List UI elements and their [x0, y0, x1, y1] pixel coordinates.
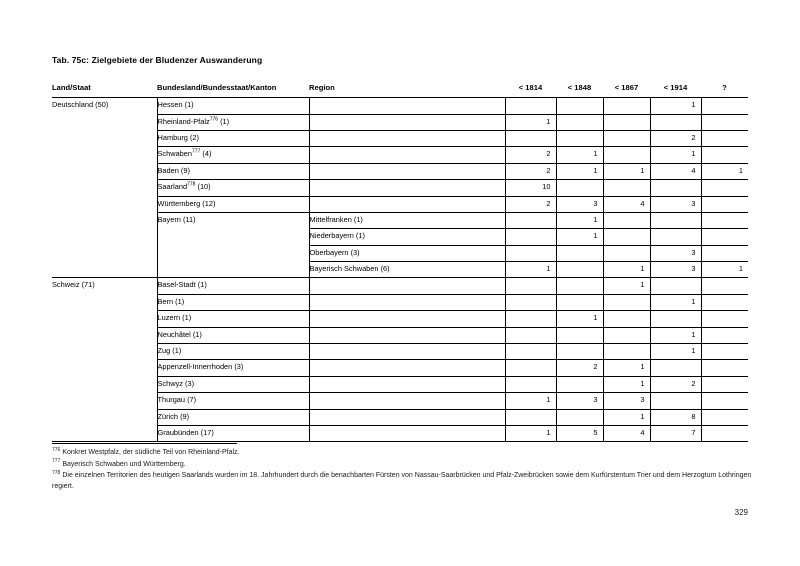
column-header-region: Region	[309, 83, 505, 98]
cell-before-1867	[603, 114, 650, 130]
column-header-before-1914: < 1914	[650, 83, 701, 98]
table-row	[52, 212, 748, 228]
table-row	[52, 294, 748, 310]
cell-before-1814	[505, 98, 556, 114]
cell-state: Bern (1)	[157, 294, 309, 310]
cell-region: Oberbayern (3)	[309, 245, 505, 261]
cell-before-1867: 1	[603, 163, 650, 179]
cell-unknown	[701, 98, 748, 114]
cell-unknown	[701, 229, 748, 245]
cell-before-1848	[556, 114, 603, 130]
cell-before-1914: 3	[650, 196, 701, 212]
cell-before-1914: 7	[650, 426, 701, 442]
cell-unknown	[701, 114, 748, 130]
cell-region	[309, 180, 505, 196]
cell-before-1848	[556, 327, 603, 343]
cell-state: Thurgau (7)	[157, 393, 309, 409]
cell-before-1814: 2	[505, 196, 556, 212]
cell-unknown	[701, 376, 748, 392]
cell-before-1914: 1	[650, 147, 701, 163]
cell-before-1914	[650, 229, 701, 245]
footnote-list	[52, 448, 752, 492]
cell-before-1914	[650, 360, 701, 376]
cell-before-1814: 2	[505, 163, 556, 179]
column-header-before-1848: < 1848	[556, 83, 603, 98]
cell-before-1867	[603, 130, 650, 146]
cell-unknown: 1	[701, 262, 748, 278]
cell-before-1867: 1	[603, 376, 650, 392]
cell-state: Baden (9)	[157, 163, 309, 179]
cell-state: Rheinland-Pfalz$^{776}$ (1)	[157, 114, 309, 130]
cell-before-1848	[556, 409, 603, 425]
cell-unknown	[701, 180, 748, 196]
cell-before-1848: 5	[556, 426, 603, 442]
cell-state: Württemberg (12)	[157, 196, 309, 212]
cell-before-1867: 1	[603, 360, 650, 376]
cell-unknown	[701, 393, 748, 409]
cell-before-1848: 1	[556, 163, 603, 179]
cell-before-1814	[505, 360, 556, 376]
cell-before-1867	[603, 98, 650, 114]
cell-before-1848: 1	[556, 311, 603, 327]
table-row	[52, 311, 748, 327]
cell-state: Bayern (11)	[157, 212, 309, 278]
table-row	[52, 147, 748, 163]
cell-region	[309, 147, 505, 163]
cell-before-1848	[556, 262, 603, 278]
cell-before-1814	[505, 409, 556, 425]
footnote-marker: 776	[209, 116, 219, 123]
cell-region	[309, 327, 505, 343]
cell-state: Basel-Stadt (1)	[157, 278, 309, 294]
cell-region	[309, 360, 505, 376]
cell-region	[309, 311, 505, 327]
cell-unknown	[701, 278, 748, 294]
column-header-country: Land/Staat	[52, 83, 157, 98]
cell-unknown	[701, 212, 748, 228]
cell-before-1814	[505, 245, 556, 261]
table-row	[52, 393, 748, 409]
cell-region	[309, 114, 505, 130]
cell-before-1814	[505, 229, 556, 245]
cell-region	[309, 409, 505, 425]
cell-region	[309, 376, 505, 392]
cell-state: Zug (1)	[157, 344, 309, 360]
cell-before-1914: 2	[650, 376, 701, 392]
cell-before-1867	[603, 311, 650, 327]
cell-before-1848	[556, 278, 603, 294]
cell-before-1848	[556, 344, 603, 360]
cell-before-1848: 1	[556, 147, 603, 163]
cell-before-1814: 1	[505, 114, 556, 130]
cell-before-1814: 10	[505, 180, 556, 196]
cell-before-1814	[505, 278, 556, 294]
cell-before-1914: 3	[650, 245, 701, 261]
cell-before-1848	[556, 245, 603, 261]
cell-before-1914: 1	[650, 327, 701, 343]
cell-before-1814	[505, 327, 556, 343]
cell-region: Mittelfranken (1)	[309, 212, 505, 228]
cell-state: Graubünden (17)	[157, 426, 309, 442]
cell-before-1814: 2	[505, 147, 556, 163]
cell-unknown	[701, 147, 748, 163]
cell-before-1848: 1	[556, 212, 603, 228]
page-title: Tab. 75c: Zielgebiete der Bludenzer Auswanderung	[52, 55, 263, 65]
cell-before-1914	[650, 393, 701, 409]
cell-unknown	[701, 294, 748, 310]
cell-region	[309, 393, 505, 409]
cell-before-1867	[603, 245, 650, 261]
cell-unknown	[701, 327, 748, 343]
footnote-marker: 777	[192, 148, 201, 155]
cell-before-1814: 1	[505, 393, 556, 409]
cell-state: Hamburg (2)	[157, 130, 309, 146]
cell-before-1914: 2	[650, 130, 701, 146]
cell-country: Deutschland (50)	[52, 98, 157, 278]
cell-before-1867: 1	[603, 262, 650, 278]
cell-before-1814	[505, 212, 556, 228]
cell-state: Saarland$^{778}$ (10)	[157, 180, 309, 196]
cell-state: Zürich (9)	[157, 409, 309, 425]
cell-before-1867: 1	[603, 278, 650, 294]
footnote-number: 778	[52, 469, 61, 476]
cell-before-1867	[603, 229, 650, 245]
cell-before-1848	[556, 376, 603, 392]
cell-state: Schwyz (3)	[157, 376, 309, 392]
cell-unknown	[701, 344, 748, 360]
footnote-item: $^{777}$ Bayerisch Schwaben und Württemberg.	[52, 458, 186, 468]
cell-before-1814	[505, 344, 556, 360]
cell-region	[309, 344, 505, 360]
cell-unknown	[701, 311, 748, 327]
cell-before-1814	[505, 294, 556, 310]
cell-region	[309, 98, 505, 114]
cell-before-1867	[603, 344, 650, 360]
cell-region: Bayerisch Schwaben (6)	[309, 262, 505, 278]
cell-before-1867: 3	[603, 393, 650, 409]
cell-before-1914: 1	[650, 98, 701, 114]
table-row	[52, 196, 748, 212]
page-number: 329	[734, 508, 748, 517]
cell-unknown: 1	[701, 163, 748, 179]
cell-region	[309, 294, 505, 310]
table-row	[52, 360, 748, 376]
table-row	[52, 114, 748, 130]
footnote-number: 777	[52, 458, 61, 465]
column-header-before-1867: < 1867	[603, 83, 650, 98]
footnotes-block	[52, 443, 752, 493]
footnote-marker: 778	[187, 181, 196, 188]
cell-country: Schweiz (71)	[52, 278, 157, 442]
table-row	[52, 327, 748, 343]
cell-before-1867	[603, 294, 650, 310]
table-row	[52, 278, 748, 294]
table-row	[52, 98, 748, 114]
cell-unknown	[701, 245, 748, 261]
cell-unknown	[701, 426, 748, 442]
cell-before-1867	[603, 327, 650, 343]
cell-before-1814	[505, 130, 556, 146]
cell-before-1914	[650, 311, 701, 327]
cell-before-1914: 8	[650, 409, 701, 425]
cell-before-1914	[650, 180, 701, 196]
cell-region: Niederbayern (1)	[309, 229, 505, 245]
cell-before-1814: 1	[505, 262, 556, 278]
table-row	[52, 426, 748, 442]
cell-region	[309, 278, 505, 294]
table-row	[52, 130, 748, 146]
cell-before-1914	[650, 114, 701, 130]
cell-unknown	[701, 360, 748, 376]
cell-unknown	[701, 196, 748, 212]
cell-before-1848	[556, 98, 603, 114]
cell-region	[309, 196, 505, 212]
table-header-row	[52, 83, 748, 98]
cell-before-1867: 4	[603, 426, 650, 442]
cell-before-1914: 3	[650, 262, 701, 278]
cell-before-1848: 3	[556, 196, 603, 212]
cell-before-1914	[650, 212, 701, 228]
cell-before-1867: 4	[603, 196, 650, 212]
cell-state: Neuchâtel (1)	[157, 327, 309, 343]
cell-before-1867	[603, 212, 650, 228]
cell-before-1914	[650, 278, 701, 294]
footnote-number: 776	[52, 446, 61, 453]
cell-unknown	[701, 130, 748, 146]
table-row	[52, 344, 748, 360]
cell-unknown	[701, 409, 748, 425]
cell-before-1867	[603, 147, 650, 163]
footnote-item: $^{778}$ Die einzelnen Territorien des heutigen Saarlands wurden im 18. Jahrhundert durch die benachbarten Fürsten von Nassau-Saarbrücken und Pfalz-Zweibrücken sowie dem Kurfürstentum Trier und dem Herzogtum Lothringen regiert.	[52, 469, 752, 490]
cell-before-1914: 1	[650, 294, 701, 310]
footnote-separator-rule	[52, 443, 237, 444]
cell-before-1814: 1	[505, 426, 556, 442]
cell-before-1848: 1	[556, 229, 603, 245]
table-row	[52, 163, 748, 179]
table-header	[52, 83, 748, 98]
table-body	[52, 98, 748, 442]
column-header-before-1814: < 1814	[505, 83, 556, 98]
cell-before-1867: 1	[603, 409, 650, 425]
cell-before-1848	[556, 294, 603, 310]
column-header-unknown: ?	[701, 83, 748, 98]
cell-state: Schwaben$^{777}$ (4)	[157, 147, 309, 163]
cell-state: Appenzell-Innerrhoden (3)	[157, 360, 309, 376]
cell-before-1848: 2	[556, 360, 603, 376]
cell-state: Luzern (1)	[157, 311, 309, 327]
footnote-item: $^{776}$ Konkret Westpfalz, der südliche Teil von Rheinland-Pfalz.	[52, 446, 240, 456]
emigration-destinations-table	[52, 83, 748, 442]
cell-before-1867	[603, 180, 650, 196]
table-row	[52, 409, 748, 425]
cell-state: Hessen (1)	[157, 98, 309, 114]
column-header-state: Bundesland/Bundesstaat/Kanton	[157, 83, 309, 98]
cell-before-1848	[556, 180, 603, 196]
cell-before-1848: 3	[556, 393, 603, 409]
cell-before-1914: 1	[650, 344, 701, 360]
cell-region	[309, 130, 505, 146]
cell-before-1914: 4	[650, 163, 701, 179]
cell-region	[309, 426, 505, 442]
cell-region	[309, 163, 505, 179]
table-row	[52, 376, 748, 392]
cell-before-1814	[505, 376, 556, 392]
cell-before-1848	[556, 130, 603, 146]
table-row	[52, 180, 748, 196]
cell-before-1814	[505, 311, 556, 327]
